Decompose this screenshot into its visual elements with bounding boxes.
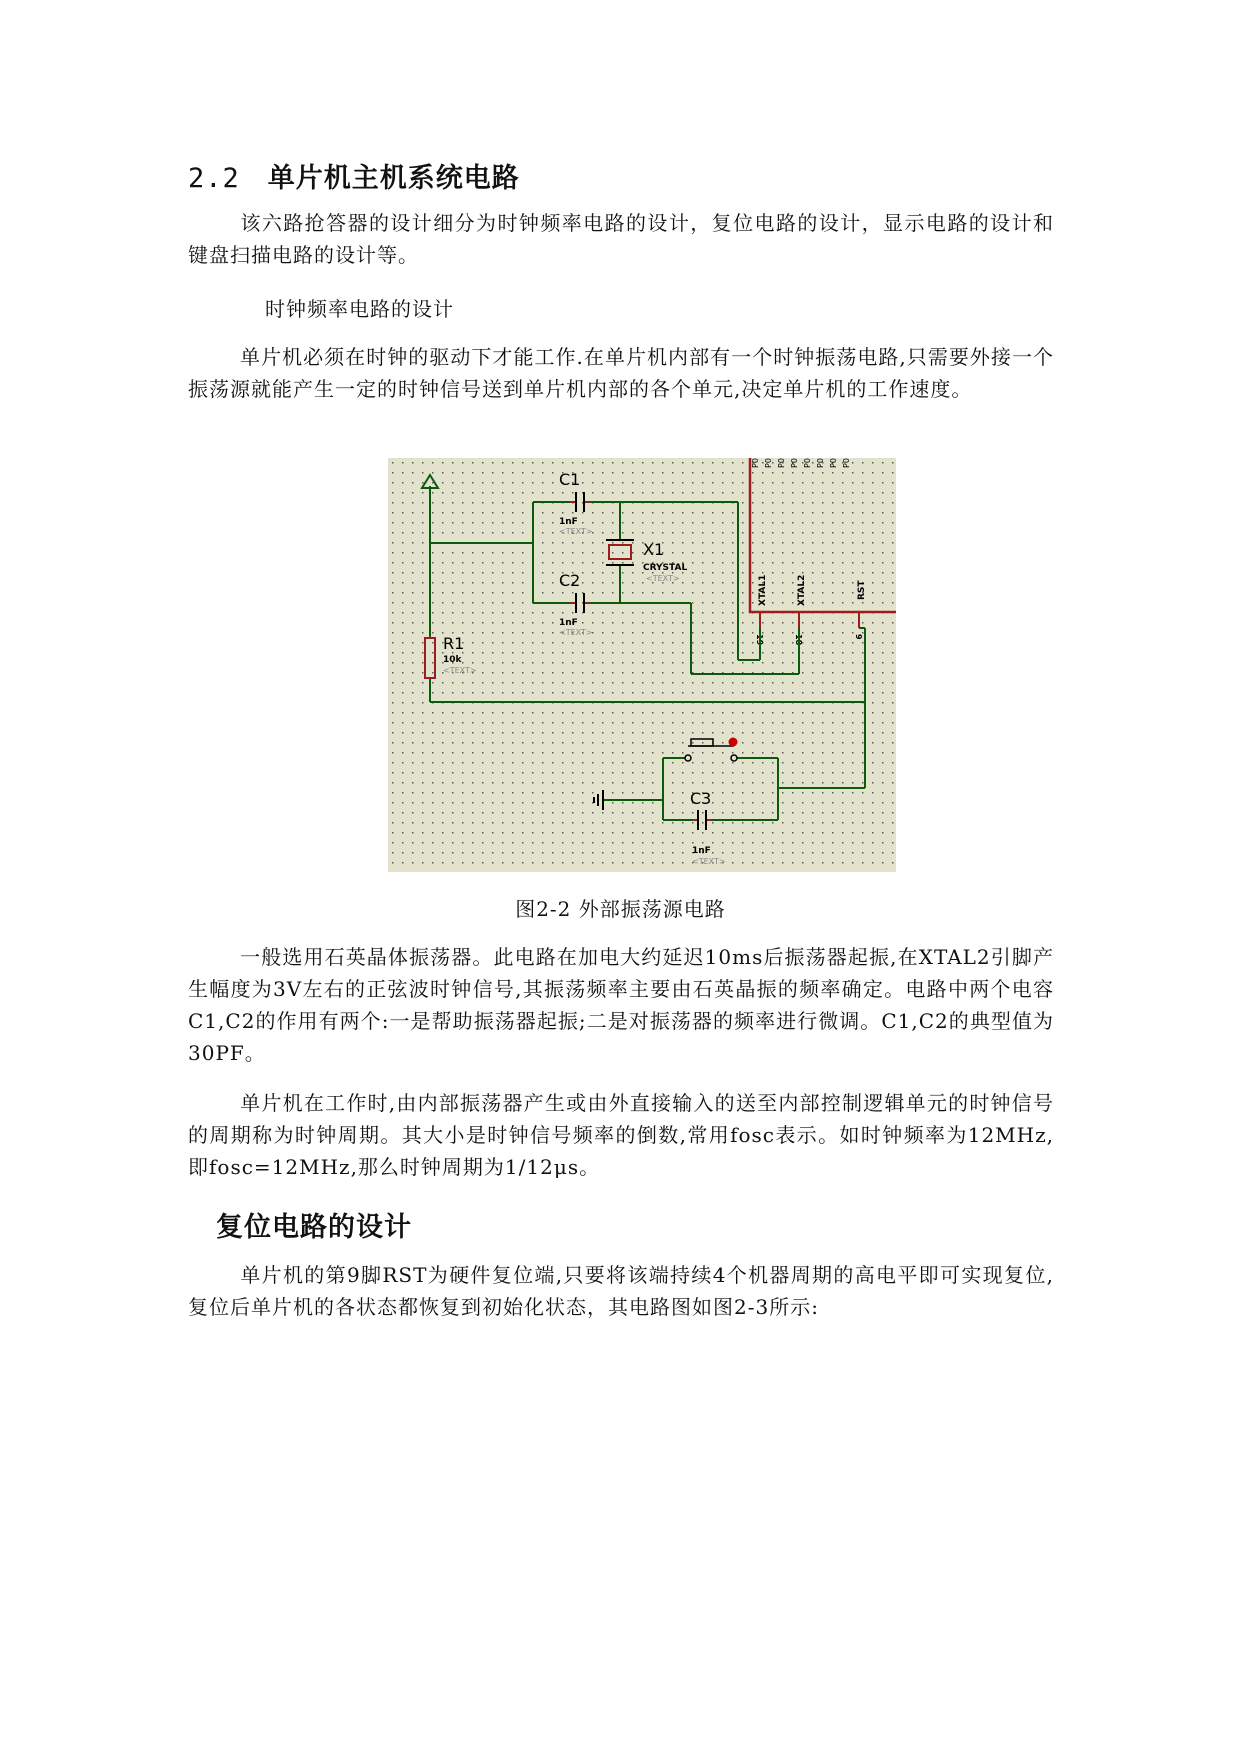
crystal-paragraph [188, 941, 1054, 1069]
port-label: P0 [790, 458, 799, 468]
crystal-text: 一般选用石英晶体振荡器。此电路在加电大约延迟10ms后振荡器起振,在XTAL2引脚产生幅度为3V左右的正弦波时钟信号,其振荡频率主要由石英晶振的频率确定。电路中两个电容 C1,C2的作用有两个:一是帮助振荡器起振;二是对振荡器的频率进行微调。C1,C2的典型值为30PF。 [188, 945, 1054, 1065]
clock-period-text: 单片机在工作时,由内部振荡器产生或由外直接输入的送至内部控制逻辑单元的时钟信号的周期称为时钟周期。其大小是时钟信号频率的倒数,常用fosc表示。如时钟频率为12MHz,即fosc=12MHz,那么时钟周期为1/12μs。 [188, 1091, 1054, 1179]
oscillator-circuit-figure [388, 458, 896, 872]
c3-value: 1nF [692, 846, 711, 856]
section-number: 2.2 [188, 163, 240, 194]
reset-paragraph [188, 1259, 1054, 1323]
section-heading [188, 156, 520, 195]
port-label: P0 [751, 458, 760, 468]
port-label: P0 [816, 458, 825, 468]
c2-text: <TEXT> [559, 628, 593, 637]
port-label: P0 [764, 458, 773, 468]
c2-ref: C2 [559, 571, 581, 590]
c1-text: <TEXT> [559, 527, 593, 536]
pin-label-xtal2: XTAL2 [797, 574, 807, 606]
c1-ref: C1 [559, 470, 581, 489]
figure-caption: 图2-2 外部振荡源电路 [515, 897, 726, 921]
r1-ref: R1 [443, 634, 465, 653]
c3-text: <TEXT> [692, 857, 726, 866]
port-label: P0 [842, 458, 851, 468]
c1-value: 1nF [559, 517, 578, 527]
x1-ref: X1 [643, 540, 665, 559]
schematic-grid [388, 458, 896, 872]
pin-number-19: 19 [755, 634, 764, 646]
c3-ref: C3 [690, 789, 712, 808]
r1-value: 10k [443, 655, 462, 665]
clock-paragraph [188, 341, 1054, 405]
intro-text: 该六路抢答器的设计细分为时钟频率电路的设计，复位电路的设计，显示电路的设计和键盘扫描电路的设计等。 [188, 211, 1054, 267]
port-label: P0 [829, 458, 838, 468]
pin-label-rst: RST [857, 580, 867, 600]
clock-period-paragraph [188, 1087, 1054, 1183]
port-label: P0 [777, 458, 786, 468]
clock-text: 单片机必须在时钟的驱动下才能工作.在单片机内部有一个时钟振荡电路,只需要外接一个振荡源就能产生一定的时钟信号送到单片机内部的各个单元,决定单片机的工作速度。 [188, 345, 1054, 401]
button-indicator-icon [729, 738, 738, 747]
c2-value: 1nF [559, 618, 578, 628]
x1-text: <TEXT> [646, 574, 680, 583]
pin-number-18: 18 [794, 634, 803, 646]
pin-label-xtal1: XTAL1 [758, 574, 768, 606]
reset-text: 单片机的第9脚RST为硬件复位端,只要将该端持续4个机器周期的高电平即可实现复位,复位后单片机的各状态都恢复到初始化状态，其电路图如图2-3所示: [188, 1263, 1054, 1319]
clock-subheading: 时钟频率电路的设计 [265, 297, 454, 321]
x1-value: CRYSTAL [643, 563, 688, 573]
r1-text: <TEXT> [443, 666, 477, 675]
pin-number-9: 9 [854, 634, 863, 640]
reset-heading: 复位电路的设计 [216, 1212, 412, 1243]
intro-paragraph [188, 207, 1054, 271]
section-title: 单片机主机系统电路 [267, 163, 520, 194]
port-label: P0 [803, 458, 812, 468]
